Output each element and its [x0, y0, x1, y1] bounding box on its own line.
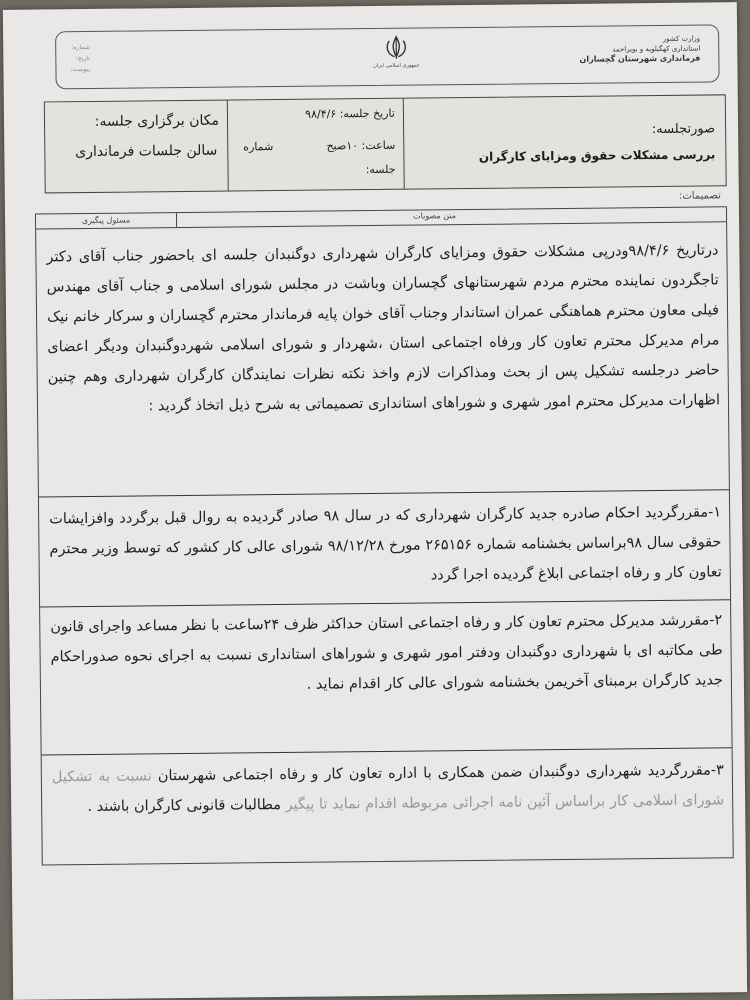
- col-header-responsible: مسئول پیگیری: [36, 213, 177, 228]
- emblem-caption: جمهوری اسلامی ایران: [373, 62, 420, 69]
- place-label: مکان برگزاری جلسه:: [94, 112, 220, 130]
- row-divider: [39, 489, 729, 497]
- meeting-date: تاریخ جلسه: ۹۸/۴/۶: [305, 106, 396, 121]
- iran-emblem-icon: [383, 35, 409, 61]
- meeting-time: ساعت: ۱۰صبح: [326, 138, 396, 153]
- decisions-table: [35, 206, 734, 865]
- meeting-number-label: شماره: [243, 140, 274, 154]
- decision-item-3-text: ۳-مقررگردید شهرداری دوگنبدان ضمن همکاری با اداره تعاون کار و رفاه اجتماعی شهرستان: [157, 762, 724, 785]
- meeting-title: بررسی مشکلات حقوق ومزایای کارگران: [478, 147, 716, 164]
- decision-item-1: ۱-مقررگردید احکام صادره جدید کارگران شهرداری که در سال ۹۸ صادر گردیده به روال قبل برگردد وافزایشات حقوقی سال ۹۸براساس بخشنامه شماره ۲۶۵۱۵۶ مورخ ۹۸/۱۲/۲۸ شورای عالی کار کشور که توسط وزیر محترم تعاون کار و رفاه اجتماعی ابلاغ گردیده اجرا گردد: [49, 504, 722, 584]
- document-sheet: [3, 2, 747, 1000]
- minutes-cell: [403, 95, 726, 188]
- col-header-text: متن مصوبات: [413, 211, 457, 221]
- ministry-line: فرمانداری شهرستان گچساران: [579, 53, 701, 64]
- place-cell: [45, 101, 229, 193]
- meta-date: تاریخ:: [75, 54, 90, 63]
- decision-item-2: ۲-مقررشد مدیرکل محترم تعاون کار و رفاه اجتماعی استان حداکثر ظرف ۲۴ساعت با نظر مساعد واجرای قانون طی مکاتبه ای با شهرداری دوگنبدان ودفتر امور شهری و شوراهای استانداری نسبت به اجرای نحوه صدوراحکام جدید کارگران برمبنای آخریمن بخشنامه شورای عالی کار اقدام نماید .: [50, 612, 723, 693]
- decision-item-3-end: مطالبات قانونی کارگران باشند .: [87, 796, 286, 816]
- minutes-label: صورتجلسه:: [651, 121, 716, 138]
- place-value: سالن جلسات فرمانداری: [75, 142, 218, 161]
- row-divider: [42, 747, 732, 755]
- ministry-line: استانداری کهگیلویه و بویراحمد: [612, 44, 701, 54]
- letterhead: [55, 24, 720, 89]
- table-header: [36, 207, 726, 229]
- ministry-line: وزارت کشور: [662, 34, 701, 43]
- date-cell: [227, 99, 405, 191]
- emblem-logo: [366, 34, 426, 69]
- decisions-label: تصمیمات:: [678, 190, 721, 202]
- ministry-block: [579, 34, 700, 65]
- decision-item-3: [52, 755, 725, 822]
- meta-attachment: پیوست:: [70, 65, 91, 74]
- decision-item-3-faded-text: نسبت به تشکیل شورای اسلامی کار براساس آئین نامه اجرائی مربوطه اقدام نماید تا پیگیر: [51, 768, 725, 813]
- meta-number: شماره:: [71, 43, 90, 52]
- meeting-info-table: [44, 94, 727, 193]
- meeting-label: جلسه:: [365, 162, 396, 177]
- intro-paragraph: درتاریخ ۹۸/۴/۶ودرپی مشکلات حقوق ومزایای کارگران شهرداری دوگنبدان جلسه ای باحضور جناب آقای دکتر تاجگردون نماینده محترم مردم شهرستانهای گچساران وباشت در مجلس شورای اسلامی و جناب آقای مهندس فیلی معاون محترم هماهنگی عمران استاندار وجناب آقای خوان پایه فرماندار محترم گچساران و سرکار خانم نیک مرام مدیرکل محترم تعاون کار ورفاه اجتماعی استان ،شهردار و شورای اسلامی شهردوگنبدان ودیگر اعضای حاضر درجلسه تشکیل پس از بحث ومذاکرات لازم واخذ نکته نظرات نمایندگان کارگران شهرداری وهم چنین اظهارات مدیرکل محترم امور شهری و شوراهای استانداری تصمیماتی به شرح ذیل اتخاذ گردید :: [46, 242, 721, 415]
- letter-meta: [70, 42, 90, 75]
